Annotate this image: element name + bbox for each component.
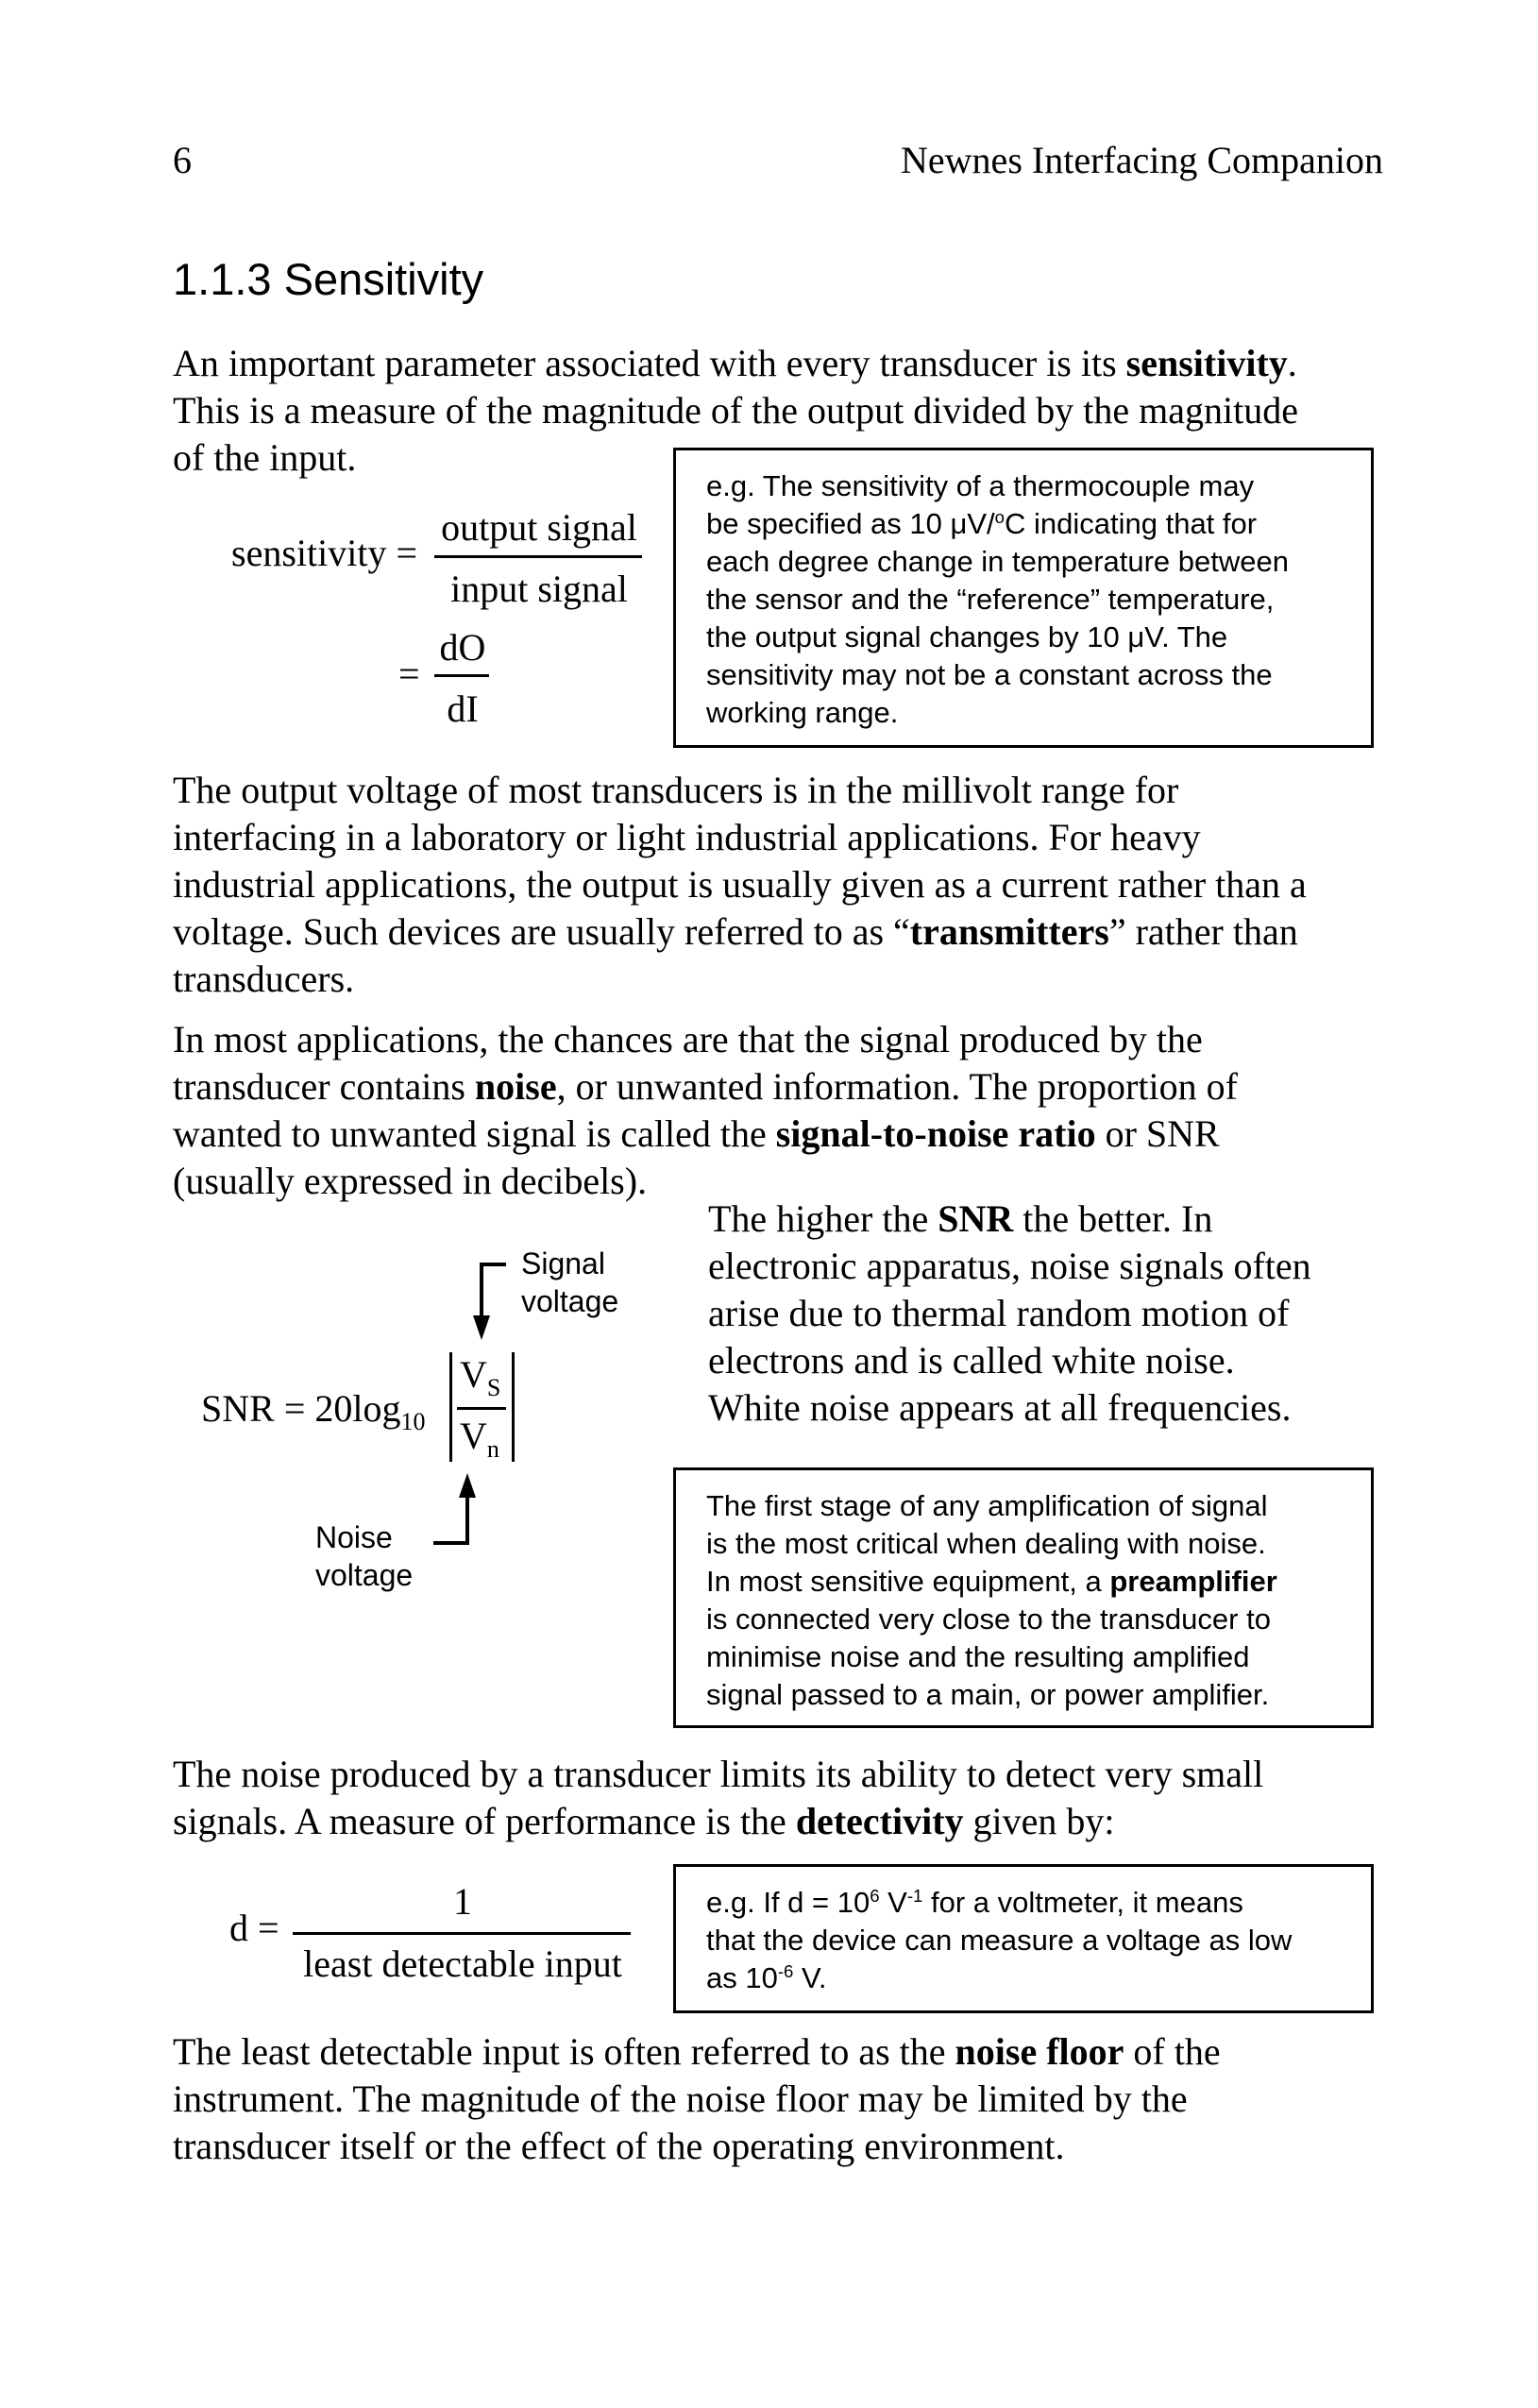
noise-voltage-label: Noise voltage — [315, 1520, 414, 1592]
noise-floor-paragraph: The least detectable input is often referred to as the noise floor of the instrument. The magnitude of the noise floor may be limited by the transducer itself or the effect of the operating environment. — [173, 2030, 1221, 2167]
transmitters-paragraph: The output voltage of most transducers is in the millivolt range for interfacing in a laboratory or light industrial applications. For heavy industrial applications, the output is usually given as a current rather than a voltage. Such devices are usually referred to as “transmitters” rather than transducers. — [173, 769, 1307, 1000]
signal-voltage-label: Signal voltage — [521, 1246, 619, 1318]
noise-paragraph: In most applications, the chances are that the signal produced by the transducer contains noise, or unwanted information. The proportion of wanted to unwanted signal is called the signal-to-noise ratio or SNR (usually expressed in decibels). — [173, 1018, 1238, 1202]
page-number: 6 — [173, 139, 192, 181]
running-header-title: Newnes Interfacing Companion — [901, 139, 1383, 181]
thermocouple-example-box: e.g. The sensitivity of a thermocouple may be specified as 10 μV/$^o$C indicating that for each degree change in temperature between the sensor and the “reference” temperature, the output signal changes by 10 μV. The sensitivity may not be a constant across the working range. — [673, 448, 1374, 748]
snr-explanation: The higher the SNR the better. In electronic apparatus, noise signals often arise due to thermal random motion of electrons and is called white noise. White noise appears at all frequencies. — [708, 1197, 1311, 1429]
voltmeter-example-box: e.g. If $d = 10^6$ $V^{-1}$ for a voltmeter, it means that the device can measure a voltage as low as $10^{-6}$ V. — [673, 1864, 1374, 2013]
section-heading: 1.1.3 Sensitivity — [173, 254, 484, 304]
noise-arrow-icon — [430, 1473, 496, 1549]
signal-arrow-icon — [470, 1261, 508, 1346]
intro-paragraph: An important parameter associated with every transducer is its sensitivity. This is a measure of the magnitude of the output divided by the magnitude of the input. — [173, 342, 1298, 479]
detectivity-paragraph: The noise produced by a transducer limits its ability to detect very small signals. A measure of performance is the detectivity given by: — [173, 1753, 1264, 1842]
preamplifier-note-box: The first stage of any amplification of signal is the most critical when dealing with noise. In most sensitive equipment, a preamplifier is connected very close to the transducer to minimise noise and the resulting amplified signal passed to a main, or power amplifier. — [673, 1467, 1374, 1728]
